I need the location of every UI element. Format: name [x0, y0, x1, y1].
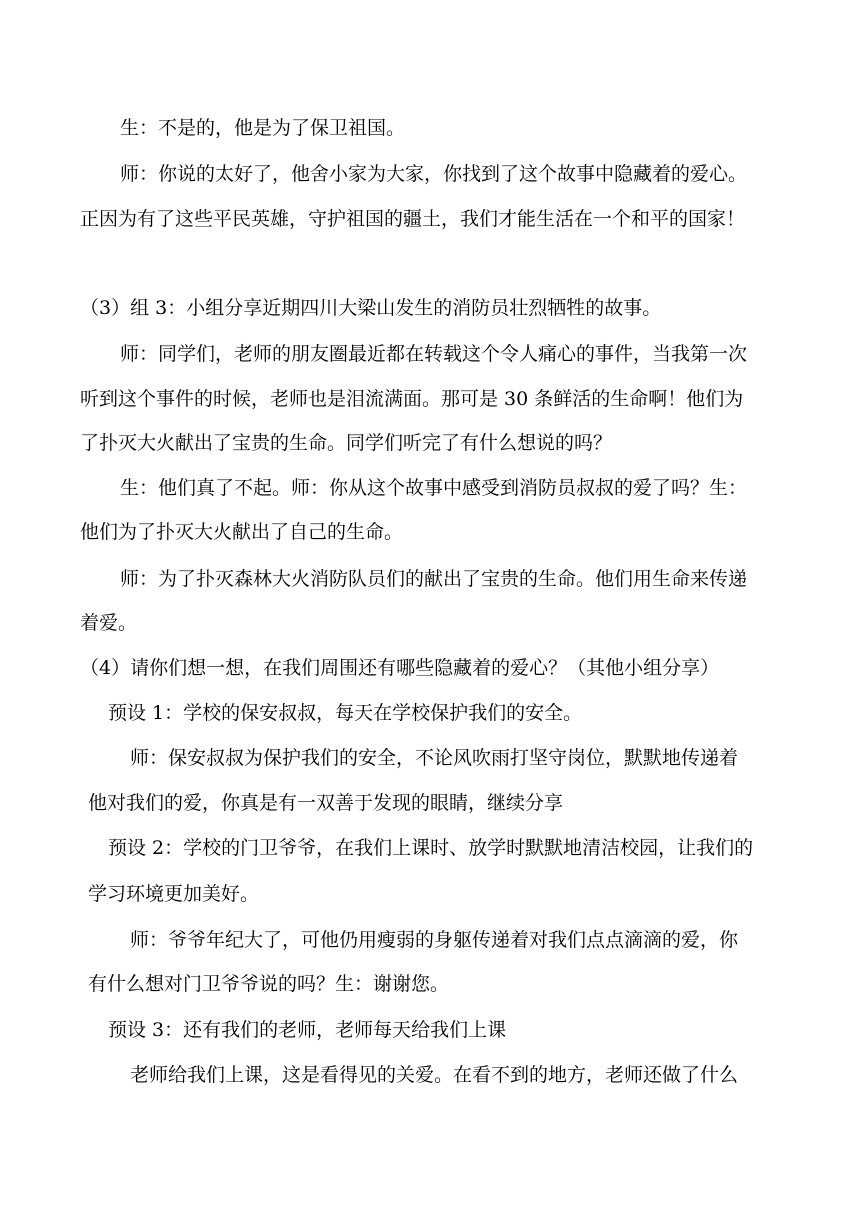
text-line: 师：你说的太好了，他舍小家为大家，你找到了这个故事中隐藏着的爱心。: [120, 163, 748, 185]
text-line: 听到这个事件的时候，老师也是泪流满面。那可是 30 条鲜活的生命啊！他们为: [80, 388, 744, 410]
text-line: 师：为了扑灭森林大火消防队员们的献出了宝贵的生命。他们用生命来传递: [120, 568, 748, 590]
text-line: 着爱。: [80, 612, 138, 634]
text-line: 预设 3：还有我们的老师，老师每天给我们上课: [108, 1019, 507, 1041]
text-line: 学习环境更加美好。: [88, 883, 260, 905]
text-line: 有什么想对门卫爷爷说的吗？生：谢谢您。: [88, 973, 450, 995]
text-line: 预设 2：学校的门卫爷爷，在我们上课时、放学时默默地清洁校园，让我们的: [108, 837, 754, 859]
text-line: 了扑灭大火献出了宝贵的生命。同学们听完了有什么想说的吗？: [80, 432, 613, 454]
text-line: 生：他们真了不起。师：你从这个故事中感受到消防员叔叔的爱了吗？生：: [120, 477, 748, 499]
section-heading-3: （3）组 3：小组分享近期四川大梁山发生的消防员壮烈牺牲的故事。: [80, 297, 662, 319]
text-line: 师：爷爷年纪大了，可他仍用瘦弱的身躯传递着对我们点点滴滴的爱，你: [130, 929, 739, 951]
text-line: 正因为有了这些平民英雄，守护祖国的疆土，我们才能生活在一个和平的国家！: [80, 208, 746, 230]
text-line: 师：同学们，老师的朋友圈最近都在转载这个令人痛心的事件，当我第一次: [120, 343, 748, 365]
text-line: 预设 1：学校的保安叔叔，每天在学校保护我们的安全。: [108, 702, 583, 724]
text-line: 师：保安叔叔为保护我们的安全，不论风吹雨打坚守岗位，默默地传递着: [130, 747, 739, 769]
text-line: 他对我们的爱，你真是有一双善于发现的眼睛，继续分享: [88, 792, 564, 814]
text-line: 老师给我们上课，这是看得见的关爱。在看不到的地方，老师还做了什么: [130, 1064, 739, 1086]
section-heading-4: （4）请你们想一想，在我们周围还有哪些隐藏着的爱心？（其他小组分享）: [80, 657, 720, 679]
text-line: 生：不是的，他是为了保卫祖国。: [120, 117, 406, 139]
text-line: 他们为了扑灭大火献出了自己的生命。: [80, 521, 404, 543]
